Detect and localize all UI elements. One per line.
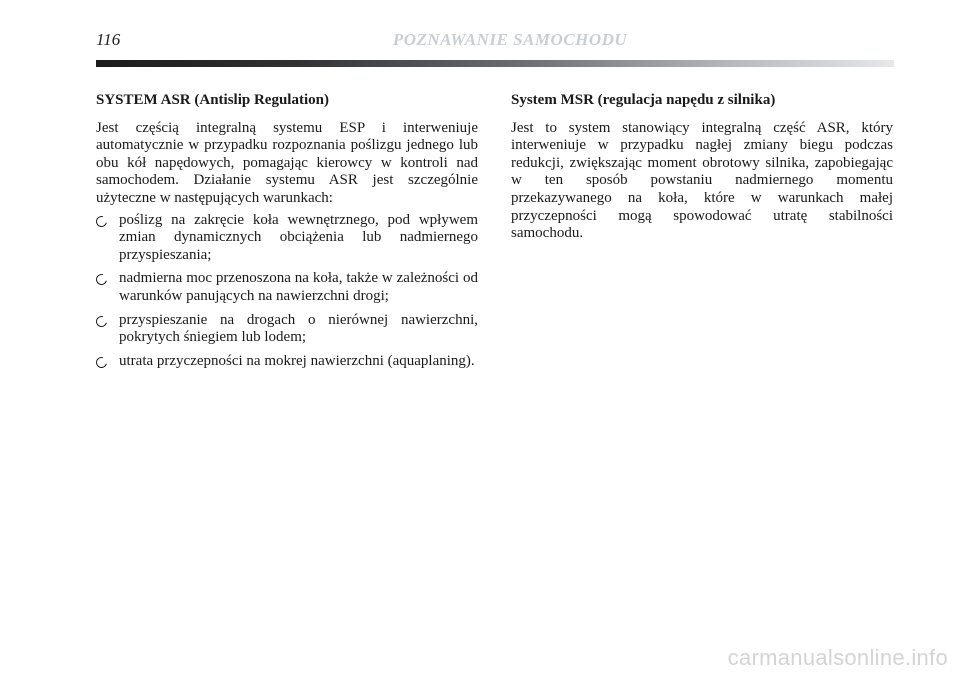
list-item-text: poślizg na zakręcie koła wewnętrznego, pod wpływem zmian dynamicznych obciążenia lub nadmiernego przyspieszania; xyxy=(119,211,478,263)
bullet-circle-icon xyxy=(94,314,109,329)
bullet-circle-icon xyxy=(94,272,109,287)
msr-paragraph: Jest to system stanowiący integralną część ASR, który interweniuje w przypadku nagłej zmiany biegu podczas redukcji, zwiększając moment obrotowy silnika, zapobiegając w ten sposób powstaniu nadmiernego momentu przekazywanego na koła, które w warunkach małej przyczepności mogą spowodować utratę stabilności samochodu. xyxy=(511,119,893,242)
section-title: POZNAWANIE SAMOCHODU xyxy=(392,30,628,49)
asr-paragraph: Jest częścią integralną systemu ESP i interweniuje automatycznie w przypadku rozpoznania poślizgu jednego lub obu kół napędowych, pomagając kierowcy w kontroli nad samochodem. Działanie systemu ASR jest szczególnie użyteczne w następujących warunkach: xyxy=(96,119,478,206)
asr-heading: SYSTEM ASR (Antislip Regulation) xyxy=(96,92,329,108)
bullet-circle-icon xyxy=(94,214,109,229)
list-item-text: utrata przyczepności na mokrej nawierzchni (aquaplaning). xyxy=(119,352,475,369)
left-column xyxy=(96,92,478,376)
right-column xyxy=(511,92,893,243)
asr-conditions-list xyxy=(96,212,478,371)
list-item xyxy=(96,353,478,371)
watermark: carmanualsonline.info xyxy=(727,645,948,670)
list-item xyxy=(96,270,478,305)
list-item xyxy=(96,312,478,347)
header-rule xyxy=(96,60,894,67)
list-item xyxy=(96,212,478,265)
bullet-circle-icon xyxy=(94,355,109,370)
list-item-text: nadmierna moc przenoszona na koła, także w zależności od warunków panujących na nawierzchni drogi; xyxy=(119,270,478,304)
list-item-text: przyspieszanie na drogach o nierównej nawierzchni, pokrytych śniegiem lub lodem; xyxy=(119,311,478,346)
msr-heading: System MSR (regulacja napędu z silnika) xyxy=(511,92,776,108)
page-number: 116 xyxy=(96,30,121,49)
